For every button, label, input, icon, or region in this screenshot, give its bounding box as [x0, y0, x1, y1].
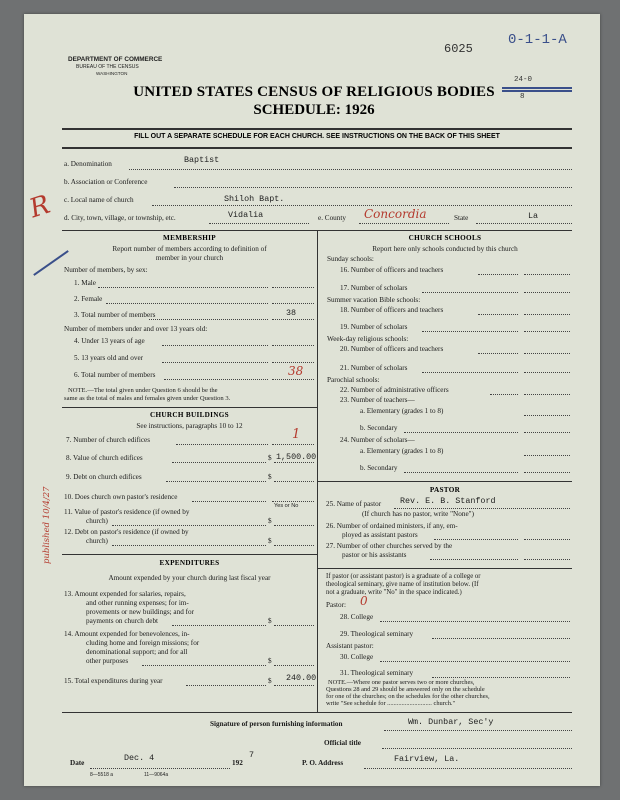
schools-instr: Report here only schools conducted by this church	[372, 245, 518, 253]
city-value: Vidalia	[228, 210, 264, 220]
q11-leader	[112, 525, 266, 526]
denomination-label: a. Denomination	[64, 160, 112, 168]
file-code: 0-1-1-A	[508, 32, 567, 48]
pastor-note-3: for one of the churches; on the schedules for the other churches,	[326, 693, 490, 700]
q16-leader	[478, 274, 518, 275]
q14-dollar: $	[268, 657, 272, 665]
q8-value: 1,500.00	[276, 452, 317, 462]
q23: 23. Number of teachers—	[340, 396, 415, 404]
assistant-subheading: Assistant pastor:	[326, 642, 374, 650]
q27-line-1: 27. Number of other churches served by the	[326, 542, 453, 550]
q19-answer	[524, 331, 570, 332]
q15-total: 15. Total expenditures during year	[64, 677, 163, 685]
q5-answer	[272, 362, 314, 363]
header-rule-top	[62, 128, 572, 130]
q26-leader	[434, 539, 518, 540]
q15-answer	[274, 685, 314, 686]
q9-dollar: $	[268, 473, 272, 481]
state-label: State	[454, 214, 469, 222]
q10-leader	[192, 501, 266, 502]
columns-bottom-rule	[62, 712, 572, 713]
q20-answer	[524, 353, 570, 354]
q23a-answer	[524, 415, 570, 416]
schools-heading: CHURCH SCHOOLS	[408, 234, 482, 242]
q21-answer	[524, 372, 570, 373]
print-code-2: 11—9064a	[144, 772, 169, 778]
q6-answer	[272, 379, 314, 380]
q7-edifices: 7. Number of church edifices	[66, 436, 151, 444]
year-digit: 7	[249, 750, 255, 760]
q1-male: 1. Male	[74, 279, 96, 287]
q13-line-1: 13. Amount expended for salaries, repairs,	[64, 590, 186, 598]
q4-under13: 4. Under 13 years of age	[74, 337, 145, 345]
members-by-sex: Number of members, by sex:	[64, 266, 148, 274]
signature-line	[384, 730, 572, 731]
q4-answer	[272, 345, 314, 346]
q26-answer	[524, 539, 570, 540]
q8-leader	[172, 462, 266, 463]
q25-line	[394, 508, 570, 509]
q7-leader	[176, 444, 268, 445]
code-bottom: 8	[520, 93, 525, 101]
q2-answer	[272, 303, 314, 304]
form-subtitle: SCHEDULE: 1926	[253, 102, 375, 118]
q25: 25. Name of pastor	[326, 500, 382, 508]
code-top: 24-0	[514, 76, 533, 84]
membership-note-1: NOTE.—The total given under Question 6 should be the	[68, 387, 218, 394]
bureau-city: WASHINGTON	[96, 71, 128, 76]
q22-answer	[524, 394, 570, 395]
columns-divider	[317, 230, 318, 712]
q20: 20. Number of officers and teachers	[340, 345, 444, 353]
denomination-line	[129, 169, 572, 170]
q14-line-2: cluding home and foreign missions; for	[86, 639, 200, 647]
q18-answer	[524, 314, 570, 315]
official-title-label: Official title	[324, 739, 361, 747]
q6-total: 6. Total number of members	[74, 371, 156, 379]
q7-value: 1	[292, 427, 301, 442]
po-address-value: Fairview, La.	[394, 754, 460, 764]
pastor-mid-rule	[318, 568, 572, 569]
instruction-line: FILL OUT A SEPARATE SCHEDULE FOR EACH CHURCH. SEE INSTRUCTIONS ON THE BACK OF THIS SHEET	[134, 133, 500, 140]
q9-answer	[274, 481, 314, 482]
graduate-instr-2: theological seminary, give name of institution below. (If	[326, 581, 479, 588]
q13-dollar: $	[268, 617, 272, 625]
q18: 18. Number of officers and teachers	[340, 306, 444, 314]
bureau-name: BUREAU OF THE CENSUS	[76, 64, 139, 70]
q12-line-2: church)	[86, 537, 108, 545]
q13-line-3: provements or new buildings; and for	[86, 608, 194, 616]
q12-dollar: $	[268, 537, 272, 545]
q11-line-2: church)	[86, 517, 108, 525]
q25-value: Rev. E. B. Stanford	[400, 496, 496, 506]
q17: 17. Number of scholars	[340, 284, 408, 292]
form-title: UNITED STATES CENSUS OF RELIGIOUS BODIES	[133, 84, 495, 100]
q5-over13: 5. 13 years old and over	[74, 354, 144, 362]
q27-answer	[524, 559, 570, 560]
membership-heading: MEMBERSHIP	[163, 234, 216, 242]
q18-leader	[478, 314, 518, 315]
q31-line	[432, 677, 570, 678]
q15-leader	[186, 685, 266, 686]
q14-line-4: other purposes	[86, 657, 129, 665]
q24: 24. Number of scholars—	[340, 436, 415, 444]
margin-side-note: published 10/4/27	[42, 486, 52, 564]
expenditures-heading: EXPENDITURES	[159, 559, 220, 567]
po-address-line	[364, 768, 572, 769]
q21: 21. Number of scholars	[340, 364, 408, 372]
q23b-answer	[524, 432, 570, 433]
q29-line	[432, 638, 570, 639]
q25-note: (If church has no pastor, write "None")	[362, 510, 474, 518]
q12-answer	[274, 545, 314, 546]
state-value: La	[528, 211, 539, 221]
q8-value-edifices: 8. Value of church edifices	[66, 454, 143, 462]
q31: 31. Theological seminary	[340, 669, 414, 677]
official-title-line	[382, 748, 572, 749]
date-label: Date	[70, 759, 85, 767]
po-address-label: P. O. Address	[302, 759, 344, 767]
q7-answer	[272, 444, 314, 445]
q16-answer	[524, 274, 570, 275]
header-rule-bottom	[62, 147, 572, 149]
q11-answer	[274, 525, 314, 526]
membership-instr-2: member in your church	[155, 254, 224, 262]
q17-answer	[524, 292, 570, 293]
q22-leader	[490, 394, 518, 395]
pastor-note-2: Questions 28 and 29 should be answered only on the schedule	[326, 686, 485, 693]
q13-answer	[274, 625, 314, 626]
pastor-heading: PASTOR	[429, 486, 461, 494]
q9-debt-edifices: 9. Debt on church edifices	[66, 473, 142, 481]
q23b: b. Secondary	[360, 424, 398, 432]
parochial-schools: Parochial schools:	[327, 376, 380, 384]
year-prefix: 192	[232, 759, 243, 767]
q3-value: 38	[286, 308, 297, 318]
q14-answer	[274, 665, 314, 666]
q27-leader	[430, 559, 518, 560]
q23b-leader	[404, 432, 518, 433]
sunday-schools: Sunday schools:	[327, 255, 374, 263]
q9-leader	[166, 481, 266, 482]
city-label: d. City, town, village, or township, etc.	[64, 214, 176, 222]
state-line	[476, 223, 572, 224]
q3-answer	[272, 319, 314, 320]
association-label: b. Association or Conference	[64, 178, 148, 186]
q14-leader	[142, 665, 266, 666]
census-schedule-sheet	[24, 14, 600, 786]
q28-line	[380, 621, 570, 622]
q4-leader	[162, 345, 268, 346]
association-line	[174, 187, 572, 188]
q10-answer	[272, 501, 314, 502]
q24a: a. Elementary (grades 1 to 8)	[360, 447, 444, 455]
q1-leader	[98, 287, 268, 288]
date-value: Dec. 4	[124, 753, 155, 763]
q16: 16. Number of officers and teachers	[340, 266, 444, 274]
q3-leader	[149, 319, 268, 320]
county-value: Concordia	[364, 207, 427, 221]
q14-line-3: denominational support; and for all	[86, 648, 188, 656]
q24b-leader	[404, 472, 518, 473]
q13-line-4: payments on church debt	[86, 617, 159, 625]
buildings-bottom-rule	[62, 554, 317, 555]
graduate-instr-1: If pastor (or assistant pastor) is a graduate of a college or	[326, 573, 481, 580]
county-line	[359, 223, 449, 224]
q6-leader	[164, 379, 268, 380]
q10-residence: 10. Does church own pastor's residence	[64, 493, 178, 501]
membership-bottom-rule	[62, 407, 317, 408]
q17-leader	[422, 292, 518, 293]
members-under-over: Number of members under and over 13 years old:	[64, 325, 208, 333]
q21-leader	[422, 372, 518, 373]
margin-big-r: R	[25, 189, 54, 225]
q24b: b. Secondary	[360, 464, 398, 472]
pastor-subheading: Pastor:	[326, 601, 346, 609]
q24b-answer	[524, 472, 570, 473]
q1-answer	[272, 287, 314, 288]
q23a: a. Elementary (grades 1 to 8)	[360, 407, 444, 415]
q19-leader	[422, 331, 518, 332]
county-label: e. County	[318, 214, 346, 222]
q11-line-1: 11. Value of pastor's residence (if owned by	[64, 508, 190, 516]
q27-line-2: pastor or his assistants	[342, 551, 407, 559]
q11-dollar: $	[268, 517, 272, 525]
q15-dollar: $	[268, 677, 272, 685]
membership-note-2: same as the total of males and females given under Question 3.	[64, 395, 231, 402]
q26-line-1: 26. Number of ordained ministers, if any, em-	[326, 522, 458, 530]
summer-schools: Summer vacation Bible schools:	[327, 296, 421, 304]
local-name-line	[152, 205, 572, 206]
q30: 30. College	[340, 653, 374, 661]
q28: 28. College	[340, 613, 374, 621]
yes-no-hint: Yes or No	[274, 503, 299, 509]
q2-female: 2. Female	[74, 295, 103, 303]
city-line	[209, 223, 309, 224]
q19: 19. Number of scholars	[340, 323, 408, 331]
print-code-1: 8—5518 a	[90, 772, 114, 778]
q13-line-2: and other running expenses; for im-	[86, 599, 189, 607]
q20-leader	[478, 353, 518, 354]
signature-label: Signature of person furnishing information	[210, 720, 343, 728]
schools-bottom-rule	[318, 481, 572, 482]
q5-leader	[162, 362, 268, 363]
buildings-heading: CHURCH BUILDINGS	[150, 411, 229, 419]
q3-total: 3. Total number of members	[74, 311, 156, 319]
document-number: 6025	[444, 42, 473, 56]
q15-value: 240.00	[286, 673, 317, 683]
q8-answer	[274, 462, 314, 463]
weekday-schools: Week-day religious schools:	[327, 335, 409, 343]
local-name-value: Shiloh Bapt.	[224, 194, 285, 204]
q14-line-1: 14. Amount expended for benevolences, in-	[64, 630, 190, 638]
membership-instr-1: Report number of members according to definition of	[112, 245, 267, 253]
department-name: DEPARTMENT OF COMMERCE	[68, 56, 163, 63]
q2-leader	[106, 303, 268, 304]
q13-leader	[172, 625, 266, 626]
q24a-answer	[524, 455, 570, 456]
denomination-value: Baptist	[184, 155, 220, 165]
q22: 22. Number of administrative officers	[340, 386, 449, 394]
signature-value: Wm. Dunbar, Sec'y	[408, 717, 494, 727]
q29: 29. Theological seminary	[340, 630, 414, 638]
expenditures-instr: Amount expended by your church during last fiscal year	[108, 574, 271, 582]
q6-value: 38	[288, 364, 304, 378]
date-line	[90, 768, 230, 769]
buildings-instr: See instructions, paragraphs 10 to 12	[136, 422, 243, 430]
q8-dollar: $	[268, 454, 272, 462]
q12-leader	[112, 545, 266, 546]
q30-line	[380, 661, 570, 662]
pastor-note-4: write "See schedule for ............................ church."	[326, 700, 456, 707]
pastor-no-mark: 0	[360, 594, 368, 608]
pastor-note-1: NOTE.—Where one pastor serves two or more churches,	[328, 679, 475, 686]
q12-line-1: 12. Debt on pastor's residence (if owned by	[64, 528, 189, 536]
q26-line-2: ployed as assistant pastors	[342, 531, 418, 539]
local-name-label: c. Local name of church	[64, 196, 134, 204]
graduate-instr-3: not a graduate, write "No" in the space indicated.)	[326, 589, 462, 596]
